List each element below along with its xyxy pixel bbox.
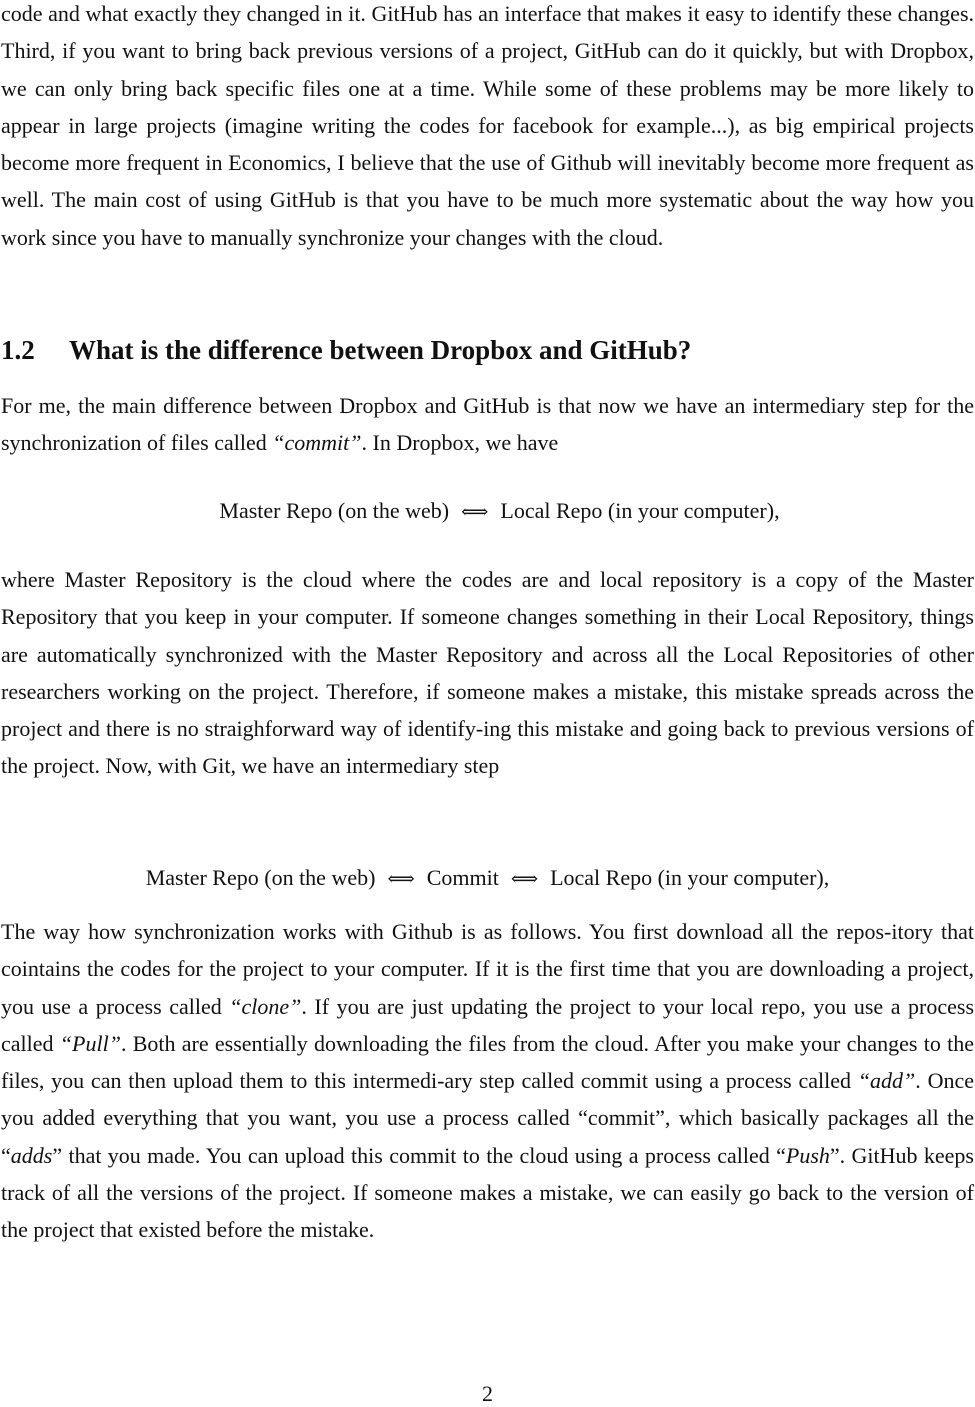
text-run: . In Dropbox, we have bbox=[361, 430, 559, 456]
text-run: ” that you made. You can upload this commit to the cloud using a process called “ bbox=[52, 1142, 786, 1168]
equation-local-repo: Local Repo (in your computer), bbox=[550, 865, 830, 890]
text-run: . Both are essentially downloading the files from the cloud. After you make your changes to the files, you can then upload them to this intermedi-ary step called commit using a process called bbox=[1, 1030, 974, 1094]
emphasis-pull: “Pull” bbox=[59, 1030, 121, 1056]
double-arrow-icon: ⟺ bbox=[461, 501, 489, 523]
page-number: 2 bbox=[482, 1381, 493, 1406]
double-arrow-icon: ⟺ bbox=[510, 868, 539, 890]
section-heading bbox=[1, 332, 691, 368]
equation-master-repo: Master Repo (on the web) bbox=[219, 498, 450, 523]
paragraph-main-difference bbox=[1, 387, 974, 462]
emphasis-clone: “clone” bbox=[229, 993, 302, 1019]
paragraph-github-advantages: code and what exactly they changed in it. GitHub has an interface that makes it easy to identify these changes. Third, if you want to bring back previous versions of a project, GitHub can do it quickly, but with Dropbox, we can only bring back specific files one at a time. While some of these problems may be more likely to appear in large projects (imagine writing the codes for facebook for example...), as big empirical projects become more frequent in Economics, I believe that the use of Github will inevitably become more frequent as well. The main cost of using GitHub is that you have to be much more systematic about the way how you work since you have to manually synchronize your changes with the cloud. bbox=[1, 1, 974, 250]
text-run: ”. GitHub keeps track of all the versions of the project. If someone makes a mistake, we can easily go back to the version of the project that existed before the mistake. bbox=[1, 1142, 974, 1243]
equation-git-sync bbox=[0, 863, 975, 894]
equation-dropbox-sync bbox=[12, 496, 975, 527]
text-run: . Once you added everything that you want, you use a process called “commit”, which basically packages all the “ bbox=[1, 1068, 974, 1168]
section-title: What is the difference between Dropbox and GitHub? bbox=[69, 335, 692, 365]
double-arrow-icon: ⟺ bbox=[387, 868, 415, 890]
emphasis-adds: adds bbox=[10, 1142, 53, 1168]
emphasis-commit: “commit” bbox=[272, 430, 362, 456]
paragraph-dropbox-explanation: where Master Repository is the cloud where the codes are and local repository is a copy of the Master Repository that you keep in your computer. If someone changes something in their Local Repository, things are automatically synchronized with the Master Repository and across all the Local Repositories of other researchers working on the project. Therefore, if someone makes a mistake, this mistake spreads across the project and there is no straighforward way of identify-ing this mistake and going back to previous versions of the project. Now, with Git, we have an intermediary step bbox=[1, 567, 974, 779]
emphasis-push: Push bbox=[785, 1142, 830, 1168]
text-run: The way how synchronization works with Github is as follows. You first download all the repos-itory that cointains the codes for the project to your computer. If it is the first time that you are downloading a project, you use a process called bbox=[1, 919, 974, 1019]
equation-commit: Commit bbox=[426, 865, 499, 890]
paragraph-sync-process bbox=[1, 913, 974, 1249]
text-run: . If you are just updating the project to your local repo, you use a process called bbox=[1, 993, 974, 1056]
emphasis-add: “add” bbox=[857, 1068, 916, 1094]
equation-master-repo: Master Repo (on the web) bbox=[145, 865, 376, 890]
text-run: For me, the main difference between Dropbox and GitHub is that now we have an intermediary step for the synchronization of files called bbox=[1, 393, 974, 456]
section-number: 1.2 bbox=[1, 335, 35, 365]
equation-local-repo: Local Repo (in your computer), bbox=[500, 498, 780, 523]
